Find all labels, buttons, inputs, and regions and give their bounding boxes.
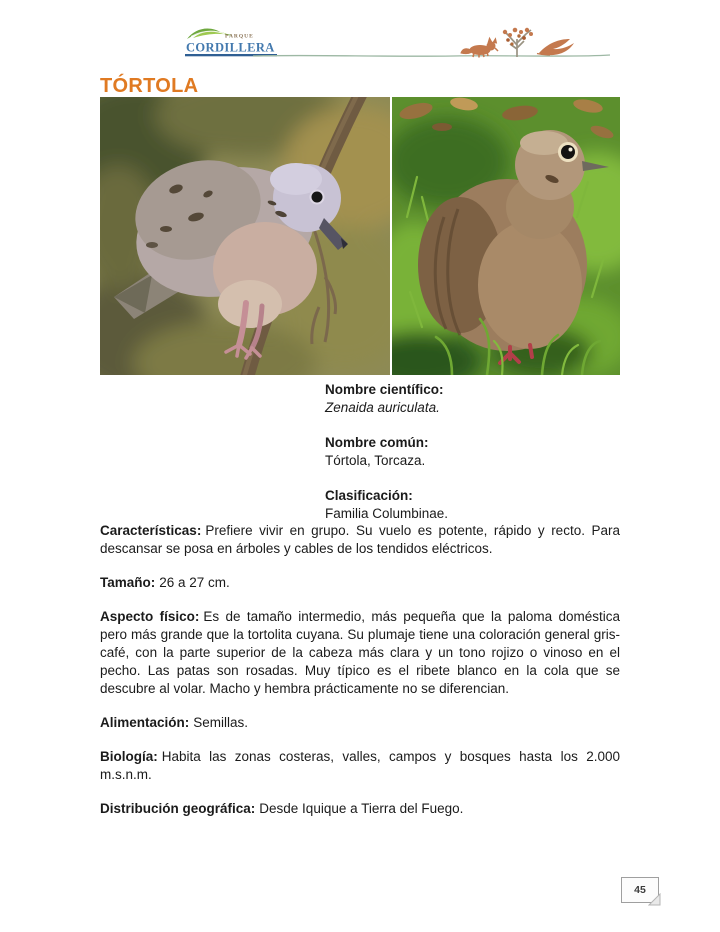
section-alimentacion [100, 714, 620, 732]
description-sections [100, 522, 620, 834]
flying-bird-icon [537, 39, 574, 55]
section-tamano-text: 26 a 27 cm. [159, 575, 230, 590]
section-caracteristicas [100, 522, 620, 558]
taxonomy-info [325, 381, 448, 540]
classification-value: Familia Columbinae. [325, 506, 449, 521]
page-number-box [621, 877, 659, 903]
section-biologia-text: Habita las zonas costeras, valles, campos y bosques hasta los 2.000 m.s.n.m. [100, 749, 620, 782]
section-caracteristicas-text: Prefiere vivir en grupo. Su vuelo es potente, rápido y recto. Para descansar se posa en árboles y cables de los tendidos eléctricos. [100, 523, 620, 556]
info-item-classification [325, 487, 448, 523]
scientific-name-label: Nombre científico: [325, 382, 444, 397]
left-bird-photo [100, 97, 390, 375]
section-alimentacion-label: Alimentación: [100, 715, 190, 730]
section-biologia [100, 748, 620, 784]
section-tamano [100, 574, 620, 592]
section-aspecto-fisico-text: Es de tamaño intermedio, más pequeña que la paloma doméstica pero más grande que la tortolita cuyana. Su plumaje tiene una coloración general gris-café, con la parte superior de la cabeza más clara y un tono rojizo o vinoso en el pecho. Las patas son rosadas. Muy típico es el ribete blanco en la cola que se descubre al volar. Macho y hembra prácticamente no se diferencian. [100, 609, 620, 696]
section-caracteristicas-label: Características: [100, 523, 202, 538]
section-distribucion-geografica [100, 800, 620, 818]
section-distribucion-geografica-text: Desde Iquique a Tierra del Fuego. [259, 801, 464, 816]
logo-parque-text: PARQUE [225, 33, 254, 40]
dove-on-grass-image [392, 97, 620, 375]
scientific-name-value: Zenaida auriculata. [325, 400, 440, 415]
bird-photos [100, 97, 620, 375]
page-fold-icon [648, 893, 661, 906]
header-baseline [253, 55, 610, 56]
common-name-label: Nombre común: [325, 435, 429, 450]
logo-cordillera-text: CORDILLERA [186, 40, 275, 55]
dove-on-branch-image [100, 97, 390, 375]
section-distribucion-geografica-label: Distribución geográfica: [100, 801, 256, 816]
page-title: TÓRTOLA [100, 75, 199, 97]
info-item-common-name [325, 434, 448, 470]
right-bird-photo [392, 97, 620, 375]
section-biologia-label: Biología: [100, 749, 158, 764]
info-item-scientific-name [325, 381, 448, 417]
section-tamano-label: Tamaño: [100, 575, 156, 590]
common-name-value: Tórtola, Torcaza. [325, 453, 426, 468]
section-aspecto-fisico-label: Aspecto físico: [100, 609, 200, 624]
fox-icon [461, 38, 498, 58]
section-alimentacion-text: Semillas. [193, 715, 249, 730]
header-decoration [253, 26, 613, 66]
tree-icon [503, 28, 533, 57]
section-aspecto-fisico [100, 608, 620, 698]
page-number: 45 [634, 884, 646, 896]
classification-label: Clasificación: [325, 488, 413, 503]
